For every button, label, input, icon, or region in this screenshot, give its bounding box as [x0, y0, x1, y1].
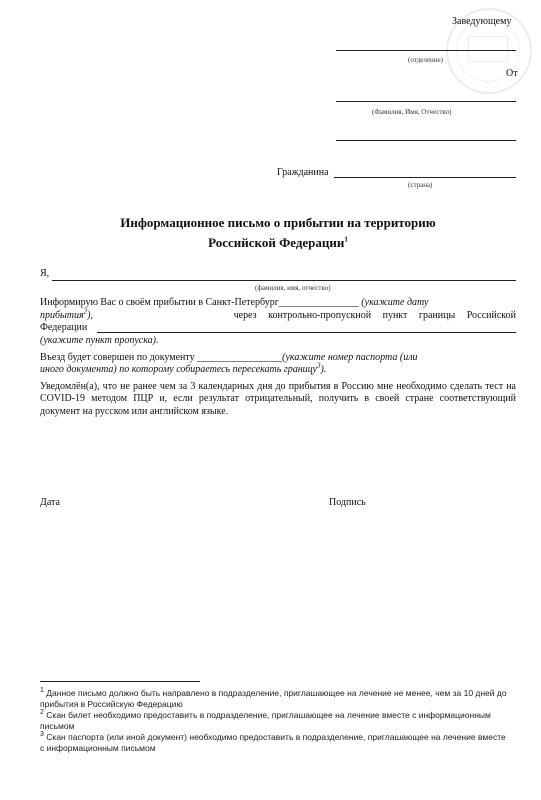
department-hint: (отделение)	[408, 56, 443, 64]
fio-body-line[interactable]	[52, 280, 516, 281]
fio-hint: (Фамилия, Имя, Отчество)	[372, 108, 452, 116]
arrival-rest: через контрольно-пропускной пункт границы Российской	[233, 309, 516, 321]
fio-line-2[interactable]	[336, 140, 516, 141]
entry-hint-b: иного документа) по которому собираетесь пересекать границу	[40, 364, 317, 375]
i-label: Я,	[40, 268, 50, 279]
footnote-2-text: Скан билет необходимо предоставить в подразделение, приглашающее на лечение вместе с информационным письмом	[40, 710, 491, 732]
arrival-date-blank[interactable]: ________________	[278, 297, 359, 308]
entry-line-2	[40, 361, 516, 377]
federation-line-row	[40, 322, 516, 335]
entry-doc-blank[interactable]: _________________	[197, 351, 283, 363]
footnote-separator	[40, 681, 200, 682]
department-line[interactable]	[336, 50, 516, 51]
footnote-1-text: Данное письмо должно быть направлено в подразделение, приглашающее на лечение не менее, чем за 10 дней до прибытия в Российскую Федерацию	[40, 688, 507, 710]
title-line-1: Информационное письмо о прибытии на территорию	[120, 215, 436, 230]
arrival-line-2	[40, 307, 516, 323]
country-line[interactable]	[334, 177, 516, 178]
signature-label: Подпись	[329, 497, 366, 508]
entry-hint-a: (укажите номер паспорта (или	[282, 351, 418, 363]
country-hint: (страна)	[408, 181, 433, 189]
footnote-3	[40, 732, 510, 754]
fio-body-hint: (фамилия, имя, отчество)	[255, 284, 331, 292]
entry-hint-ref: 3	[316, 361, 321, 370]
covid-notice: Уведомлён(а), что не ранее чем за 3 календарных дня до прибытия в Россию мне необходимо сделать тест на COVID-19 методом ПЦР и, если результат отрицательный, получить в своей стране соответствующий документ на русском или английском языке.	[40, 380, 516, 417]
document-title	[40, 213, 516, 252]
entry-text: Въезд будет совершен по документу	[40, 351, 195, 363]
arrival-text: Информирую Вас о своём прибытии в Санкт-Петербург	[40, 297, 279, 308]
to-label: Заведующему	[452, 16, 512, 27]
footnote-1	[40, 688, 510, 710]
arrival-paragraph	[40, 297, 516, 418]
arrival-hint-c: ),	[87, 309, 94, 321]
title-line-2	[40, 233, 516, 253]
arrival-hint	[40, 307, 94, 323]
entry-hint-c: ).	[320, 364, 327, 375]
title-line-2-text: Российской Федерации	[208, 234, 345, 250]
footnotes	[40, 688, 510, 754]
federation-label: Федерации	[40, 322, 88, 333]
checkpoint-hint: (укажите пункт пропуска).	[40, 335, 159, 346]
arrival-line-1	[40, 297, 516, 310]
footnote-1-ref: 1	[40, 687, 44, 695]
footnote-3-text: Скан паспорта (или иной документ) необходимо предоставить в подразделение, приглашающее на лечение вместе с информационным письмом	[40, 732, 506, 754]
arrival-hint-a: (укажите дату	[361, 297, 429, 308]
checkpoint-line[interactable]	[97, 332, 516, 333]
title-footnote-ref: 1	[344, 235, 348, 244]
footnote-2	[40, 710, 510, 732]
footnote-2-ref: 2	[40, 709, 44, 717]
fio-line[interactable]	[336, 101, 516, 102]
arrival-hint-ref: 2	[83, 307, 88, 316]
arrival-hint-b: прибытия	[40, 309, 84, 321]
footnote-3-ref: 3	[40, 731, 44, 739]
entry-line-1	[40, 352, 516, 365]
from-label: От	[506, 68, 518, 79]
citizen-label: Гражданина	[277, 167, 329, 178]
date-label: Дата	[40, 497, 60, 508]
